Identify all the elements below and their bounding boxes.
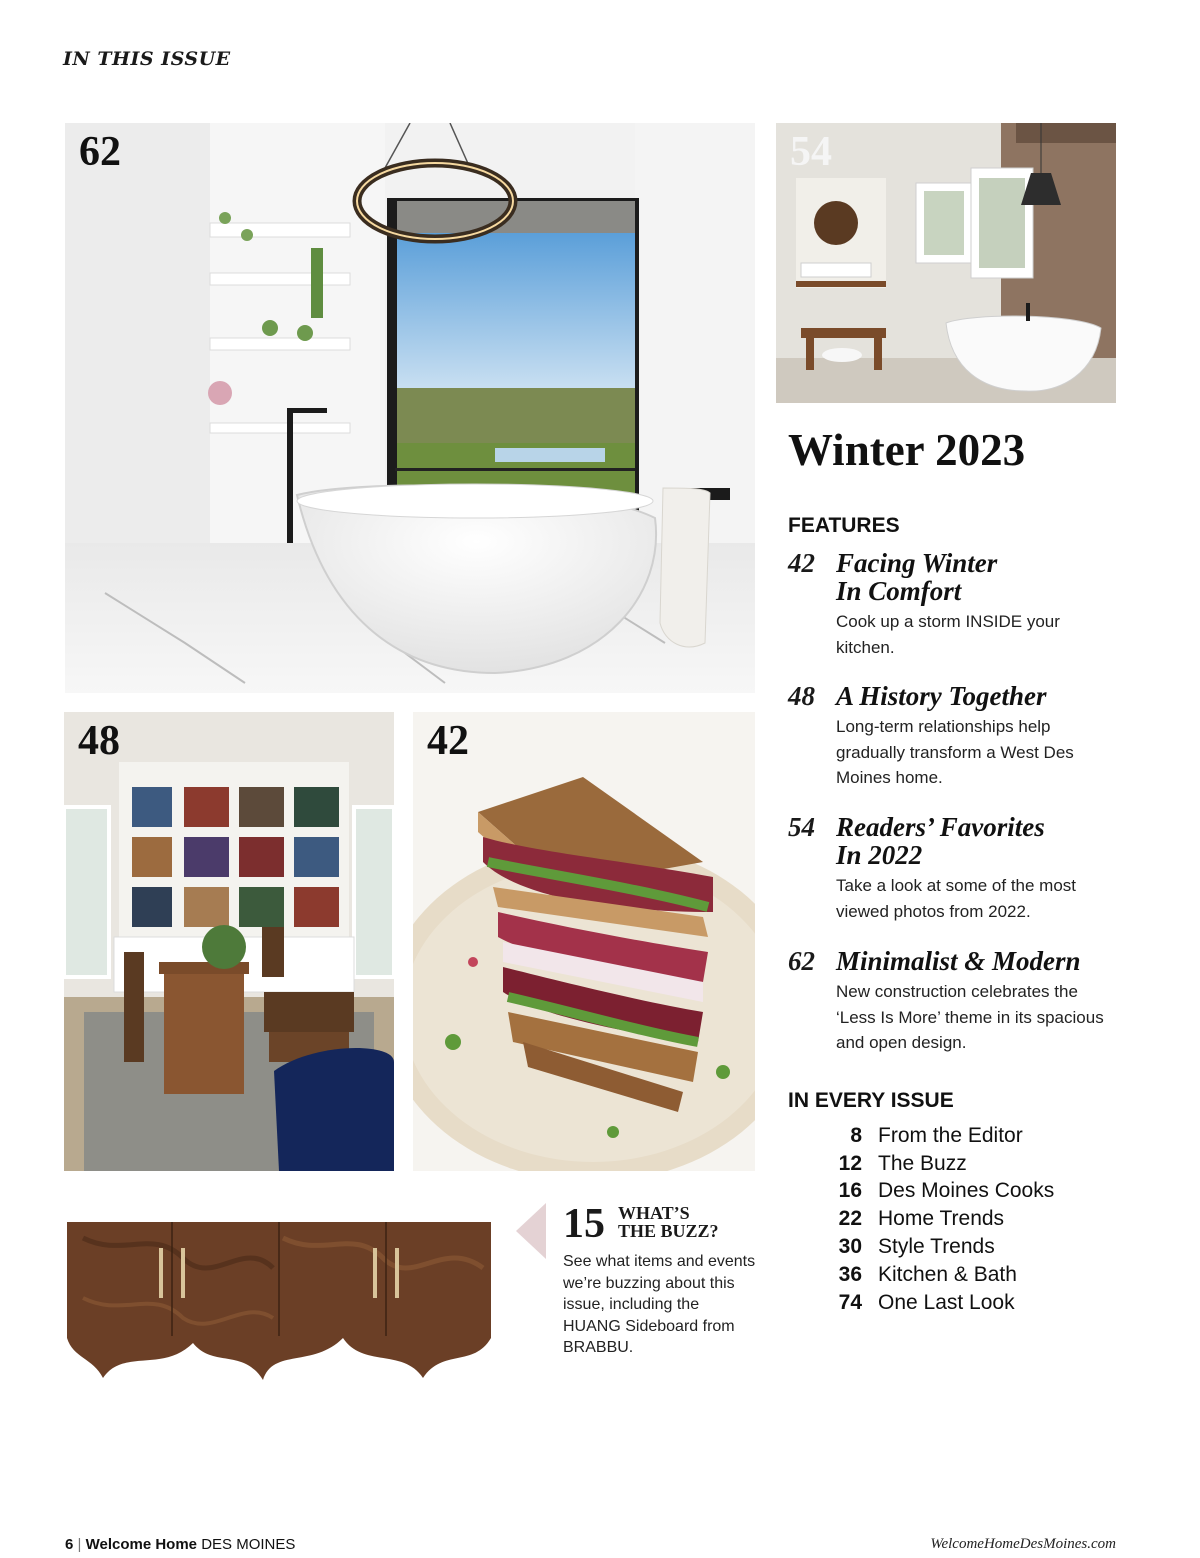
sandwich-photo[interactable]: [413, 712, 755, 1171]
toc-page-number: 22: [838, 1207, 862, 1231]
feature-description: Long-term relationships help gradually transform a West Des Moines home.: [836, 717, 1074, 787]
every-issue-heading: IN EVERY ISSUE: [788, 1089, 954, 1112]
bathroom-illustration: [65, 123, 755, 693]
buzz-title-line: THE BUZZ?: [618, 1221, 719, 1241]
toc-page-number: 16: [838, 1179, 862, 1203]
toc-item[interactable]: [830, 1233, 1130, 1261]
feature-title-line: Readers’ Favorites: [836, 812, 1045, 842]
feature-item[interactable]: [788, 549, 1118, 660]
triangle-pointer-icon: [516, 1203, 546, 1259]
feature-description: Cook up a storm INSIDE your kitchen.: [836, 612, 1060, 657]
feature-description: Take a look at some of the most viewed photos from 2022.: [836, 876, 1077, 921]
toc-page-number: 12: [838, 1151, 862, 1175]
sideboard-illustration: [63, 1218, 495, 1390]
toc-page-number: 30: [838, 1235, 862, 1259]
library-office-photo[interactable]: [64, 712, 394, 1171]
feature-item[interactable]: [788, 682, 1118, 791]
toc-item[interactable]: [830, 1122, 1130, 1150]
feature-title-line: In 2022: [836, 840, 923, 870]
footer-separator: |: [77, 1536, 82, 1553]
footer-website-link[interactable]: WelcomeHomeDesMoines.com: [930, 1536, 1116, 1552]
features-heading: FEATURES: [788, 514, 900, 537]
feature-page-number: 54: [788, 812, 815, 842]
photo-page-number: 62: [79, 129, 121, 175]
feature-item[interactable]: [788, 813, 1118, 924]
toc-page-number: 36: [838, 1262, 862, 1286]
toc-label: Style Trends: [878, 1235, 995, 1259]
huang-sideboard-photo[interactable]: [63, 1218, 495, 1390]
toc-page-number: 8: [850, 1123, 862, 1147]
feature-description: New construction celebrates the ‘Less Is More’ theme in its spacious and open design.: [836, 982, 1104, 1052]
toc-item[interactable]: [830, 1205, 1130, 1233]
feature-title-line: Facing Winter: [836, 548, 998, 578]
photo-page-number: 42: [427, 718, 469, 764]
buzz-description: See what items and events we’re buzzing about this issue, including the HUANG Sideboard from BRABBU.: [563, 1253, 756, 1356]
toc-label: Des Moines Cooks: [878, 1179, 1055, 1203]
footer-city: DES MOINES: [201, 1536, 296, 1553]
toc-label: One Last Look: [878, 1290, 1015, 1314]
toc-item[interactable]: [830, 1150, 1130, 1178]
buzz-page-number: 15: [563, 1201, 605, 1247]
feature-page-number: 48: [788, 681, 815, 711]
toc-item[interactable]: [830, 1178, 1130, 1206]
feature-title-line: In Comfort: [836, 576, 962, 606]
toc-item[interactable]: [830, 1289, 1130, 1317]
feature-item[interactable]: [788, 947, 1118, 1056]
main-bathroom-photo[interactable]: [65, 123, 755, 693]
photo-page-number: 54: [790, 129, 832, 175]
issue-title: Winter 2023: [788, 425, 1026, 475]
feature-title: [836, 813, 1118, 869]
toc-item[interactable]: [830, 1261, 1130, 1289]
feature-title: [836, 947, 1118, 975]
library-illustration: [64, 712, 394, 1171]
sandwich-illustration: [413, 712, 755, 1171]
bison-bathroom-photo[interactable]: [776, 123, 1116, 403]
photo-page-number: 48: [78, 718, 120, 764]
feature-title: [836, 549, 1118, 605]
every-issue-list: [830, 1122, 1130, 1317]
feature-title-line: A History Together: [836, 681, 1047, 711]
feature-page-number: 42: [788, 548, 815, 578]
feature-title: [836, 682, 1118, 710]
feature-page-number: 62: [788, 946, 815, 976]
toc-label: From the Editor: [878, 1123, 1023, 1147]
footer-brand: Welcome Home: [85, 1536, 198, 1553]
toc-label: Home Trends: [878, 1207, 1005, 1231]
toc-page-number: 74: [838, 1290, 862, 1314]
toc-label: Kitchen & Bath: [878, 1262, 1017, 1286]
footer-page-number: 6: [65, 1536, 74, 1553]
toc-label: The Buzz: [878, 1151, 967, 1175]
section-kicker: IN THIS ISSUE: [63, 48, 231, 70]
buzz-title-line: WHAT’S: [618, 1203, 690, 1223]
buzz-title[interactable]: [618, 1204, 719, 1240]
feature-title-line: Minimalist & Modern: [836, 946, 1081, 976]
footer-folio: [65, 1536, 295, 1553]
